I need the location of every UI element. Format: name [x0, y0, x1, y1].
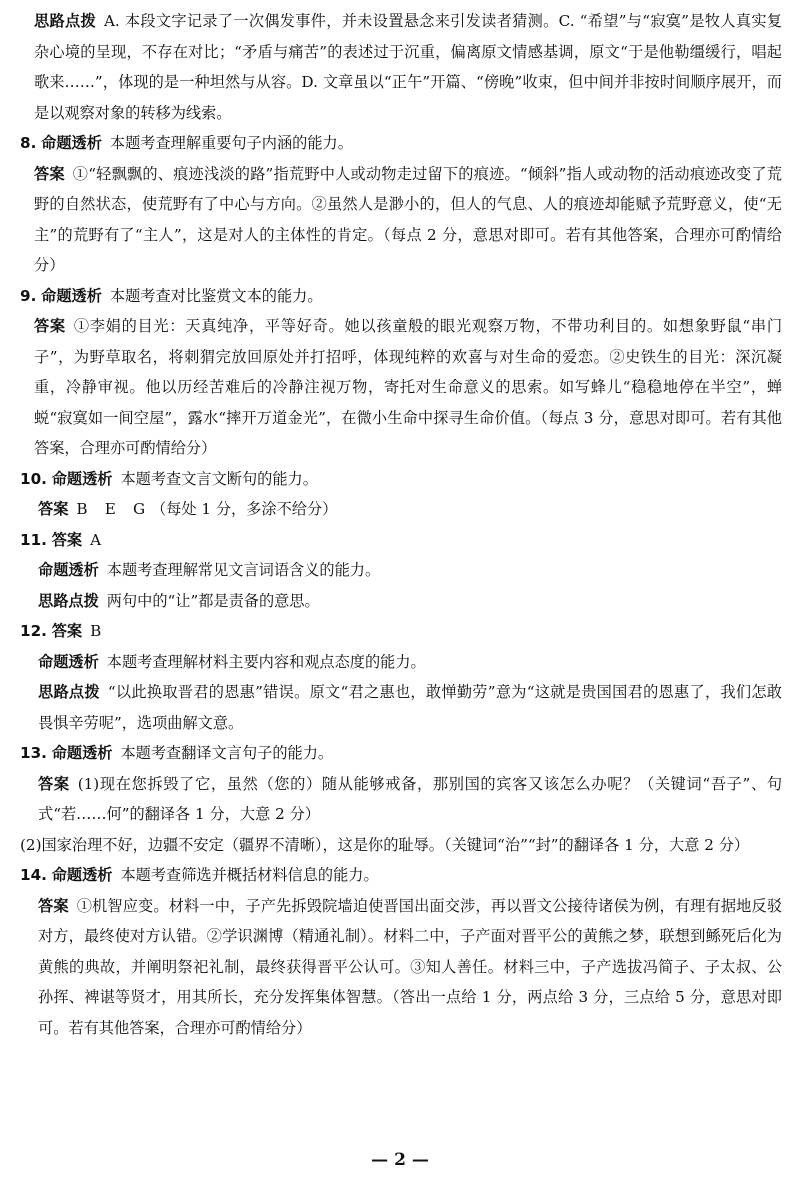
q14-analysis-label: 命题透析	[51, 866, 113, 884]
q7-hint-text: A. 本段文字记录了一次偶发事件，并未设置悬念来引发读者猜测。C. “希望”与“寂寞”是牧人真实复杂心境的呈现，不存在对比；“矛盾与痛苦”的表述过于沉重，偏离原文情感基调，原文“于是他勒缰缓行，唱起歌来……”，体现的是一种坦然与从容。D. 文章虽以“正午”开篇、“傍晚”收束，但中间并非按时间顺序展开，而是以观察对象的转移为线索。	[34, 12, 783, 122]
q10-analysis-text: 本题考查文言文断句的能力。	[120, 469, 318, 488]
q9-heading	[20, 281, 782, 312]
q14-number: 14.	[20, 866, 47, 884]
q9-number: 9.	[20, 286, 37, 305]
q12-analysis	[20, 647, 782, 678]
q8-analysis-text: 本题考查理解重要句子内涵的能力。	[109, 134, 353, 152]
q13-number: 13.	[20, 744, 47, 762]
q12-analysis-label: 命题透析	[38, 652, 99, 671]
q12-heading	[20, 616, 782, 647]
q9-analysis-label: 命题透析	[41, 286, 102, 305]
q12-analysis-text: 本题考查理解材料主要内容和观点态度的能力。	[106, 652, 426, 671]
q10-answer	[20, 494, 782, 525]
q14-answer-text: ①机智应变。材料一中，子产先拆毁院墙迫使晋国出面交涉，再以晋文公接待诸侯为例，有理有据地反驳对方，最终使对方认错。②学识渊博（精通礼制）。材料二中，子产面对晋平公的黄熊之梦，联想到鲧死后化为黄熊的典故，并阐明祭祀礼制，最终获得晋平公认可。③知人善任。材料三中，子产选拔冯简子、子太叔、公孙挥、裨谌等贤才，用其所长，充分发挥集体智慧。（答出一点给 1 分，两点给 3 分，三点给 5 分，意思对即可。若有其他答案，合理亦可酌情给分）	[38, 896, 783, 1037]
q13-heading	[20, 738, 782, 769]
q9-analysis-text: 本题考查对比鉴赏文本的能力。	[109, 286, 323, 305]
q12-hint-text: “以此换取晋君的恩惠”错误。原文“君之惠也，敢惮勤劳”意为“这就是贵国国君的恩惠了，我们怎敢畏惧辛劳呢”，选项曲解文意。	[38, 683, 782, 732]
q9-answer-label: 答案	[34, 317, 66, 335]
q10-number: 10.	[20, 469, 47, 488]
q8-analysis-label: 命题透析	[41, 134, 102, 152]
q9-answer	[20, 311, 782, 464]
q11-answer-value: A	[90, 530, 102, 549]
q11-hint	[20, 586, 782, 617]
q11-analysis-label: 命题透析	[38, 561, 99, 579]
q10-heading	[20, 464, 782, 495]
q14-heading	[20, 860, 782, 891]
q10-answer-note: （每处 1 分，多涂不给分）	[150, 500, 338, 518]
page-content	[20, 6, 782, 1043]
q10-answer-label: 答案	[38, 500, 69, 518]
q13-analysis-text: 本题考查翻译文言句子的能力。	[120, 744, 334, 762]
q12-answer-value: B	[90, 622, 102, 640]
q14-answer-label: 答案	[38, 896, 69, 915]
q12-answer-label: 答案	[51, 622, 83, 640]
q14-answer	[20, 891, 782, 1044]
q11-heading	[20, 525, 782, 556]
q13-answer	[20, 769, 782, 830]
q11-answer-label: 答案	[51, 530, 83, 549]
q13-answer-text-2: (2)国家治理不好，边疆不安定（疆界不清晰），这是你的耻辱。（关键词“治”“封”的翻译各 1 分，大意 2 分）	[20, 835, 750, 854]
q9-answer-text: ①李娟的目光：天真纯净，平等好奇。她以孩童般的眼光观察万物，不带功利目的。如想象野鼠“串门子”，为野草取名，将刺猬完放回原处并打招呼，体现纯粹的欢喜与对生命的爱恋。②史铁生的目光：深沉凝重，冷静审视。他以历经苦难后的冷静注视万物，寄托对生命意义的思索。如写蜂儿“稳稳地停在半空”，蝉蜕“寂寞如一间空屋”，露水“摔开万道金光”，在微小生命中探寻生命价值。（每点 3 分，意思对即可。若有其他答案，合理亦可酌情给分）	[34, 317, 783, 457]
q14-analysis-text: 本题考查筛选并概括材料信息的能力。	[120, 866, 379, 884]
q13-answer-text-1: (1)现在您拆毁了它，虽然（您的）随从能够戒备，那别国的宾客又该怎么办呢？（关键词“吾子”、句式“若……何”的翻译各 1 分，大意 2 分）	[38, 774, 783, 823]
q7-hint	[20, 6, 782, 128]
q11-analysis-text: 本题考查理解常见文言词语含义的能力。	[106, 561, 381, 579]
q8-number: 8.	[20, 134, 37, 152]
q8-heading	[20, 128, 782, 159]
q11-hint-label: 思路点拨	[38, 591, 99, 610]
q13-answer-part-2	[20, 830, 782, 861]
page-number: — 2 —	[371, 1150, 429, 1170]
q11-hint-text: 两句中的“让”都是责备的意思。	[106, 591, 320, 610]
q8-answer-text: ①“轻飘飘的、痕迹浅淡的路”指荒野中人或动物走过留下的痕迹。“倾斜”指人或动物的活动痕迹改变了荒野的自然状态，使荒野有了中心与方向。②虽然人是渺小的，但人的气息、人的痕迹却能赋予荒野意义，使“无主”的荒野有了“主人”，这是对人的主体性的肯定。（每点 2 分，意思对即可。若有其他答案，合理亦可酌情给分）	[34, 164, 782, 274]
q13-analysis-label: 命题透析	[51, 744, 113, 762]
q13-answer-label: 答案	[38, 774, 70, 793]
q11-number: 11.	[20, 530, 47, 549]
q8-answer-label: 答案	[34, 164, 65, 183]
q11-analysis	[20, 555, 782, 586]
q12-number: 12.	[20, 622, 47, 640]
q8-answer	[20, 159, 782, 281]
q10-answer-letters: B E G	[76, 500, 147, 518]
q12-hint-label: 思路点拨	[38, 683, 100, 701]
q7-hint-label: 思路点拨	[34, 12, 96, 30]
q10-analysis-label: 命题透析	[51, 469, 113, 488]
q12-hint	[20, 677, 782, 738]
